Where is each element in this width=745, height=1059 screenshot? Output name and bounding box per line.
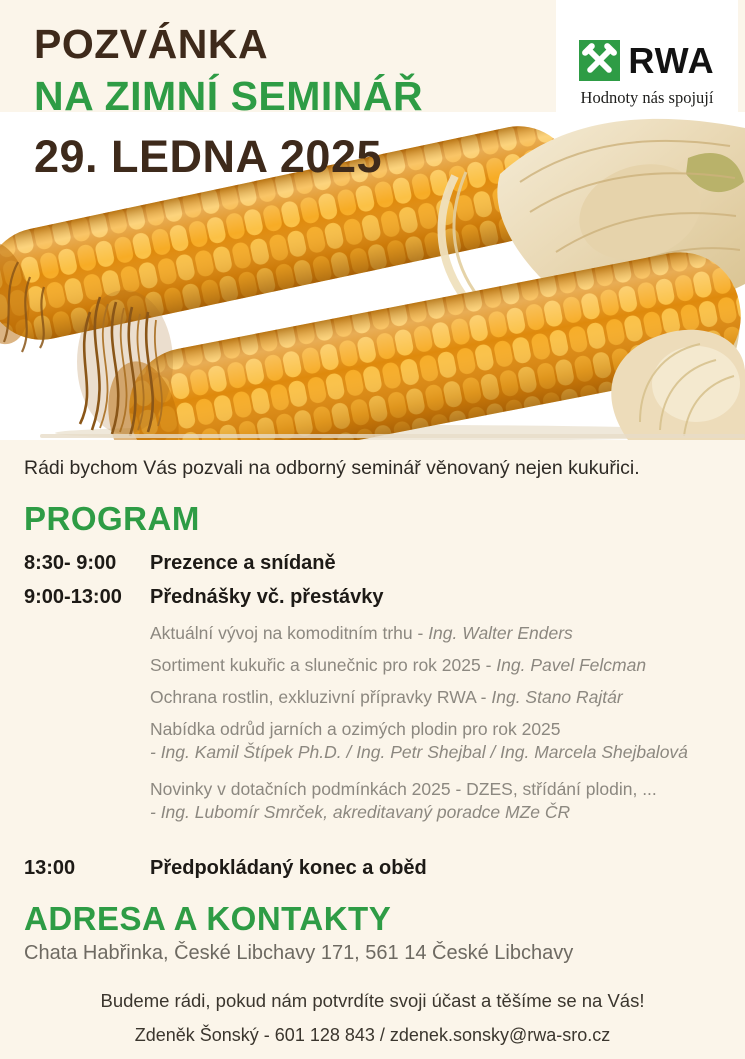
talk-item — [150, 718, 721, 764]
talk-topic: Aktuální vývoj na komoditním trhu - — [150, 623, 424, 643]
poster-title — [34, 21, 424, 190]
talk-topic: Sortiment kukuřic a slunečnic pro rok 2025 - — [150, 655, 492, 675]
poster-body — [0, 440, 745, 1046]
schedule-label: Přednášky vč. přestávky — [150, 586, 384, 608]
talk-item — [150, 778, 721, 824]
intro-text: Rádi bychom Vás pozvali na odborný seminář věnovaný nejen kukuřici. — [24, 457, 640, 479]
schedule-time: 9:00-13:00 — [24, 586, 122, 608]
schedule-time: 13:00 — [24, 857, 76, 879]
talk-topic: Novinky v dotačních podmínkách 2025 - DZES, střídání plodin, ... — [150, 779, 657, 799]
contact-person: Zdeněk Šonský - 601 128 843 / zdenek.sonsky@rwa-sro.cz — [134, 1025, 611, 1045]
title-line-2: NA ZIMNÍ SEMINÁŘ — [34, 73, 424, 119]
talk-item — [150, 686, 721, 709]
program-heading: PROGRAM — [24, 500, 200, 537]
schedule-row — [24, 857, 721, 880]
talk-item — [150, 622, 721, 645]
rwa-tagline: Hodnoty nás spojují — [580, 88, 714, 107]
schedule-label: Prezence a snídaně — [150, 552, 336, 574]
title-line-3-date: 29. LEDNA 2025 — [34, 131, 382, 182]
talk-topic: Ochrana rostlin, exkluzivní přípravky RWA - — [150, 687, 487, 707]
gable-cross-icon — [579, 40, 620, 81]
title-line-1: POZVÁNKA — [34, 21, 269, 67]
schedule-time: 8:30- 9:00 — [24, 552, 117, 574]
schedule-row — [24, 552, 721, 575]
venue-address: Chata Habřinka, České Libchavy 171, 561 14 České Libchavy — [24, 942, 574, 964]
talk-speaker: Ing. Stano Rajtár — [491, 687, 623, 707]
schedule-row — [24, 586, 721, 609]
talk-speaker: Ing. Pavel Felcman — [496, 655, 647, 675]
rsvp-text: Budeme rádi, pokud nám potvrdíte svoji účast a těšíme se na Vás! — [100, 990, 645, 1011]
rwa-brand-text: RWA — [628, 39, 715, 81]
talk-speaker: - Ing. Lubomír Smrček, akreditavaný poradce MZe ČR — [150, 802, 571, 822]
talk-topic: Nabídka odrůd jarních a ozimých plodin pro rok 2025 — [150, 719, 561, 739]
contact-heading: ADRESA A KONTAKTY — [24, 900, 392, 937]
rwa-logo — [556, 0, 738, 113]
talk-speaker: Ing. Walter Enders — [428, 623, 573, 643]
schedule-label: Předpokládaný konec a oběd — [150, 857, 427, 879]
talk-speaker: - Ing. Kamil Štípek Ph.D. / Ing. Petr Shejbal / Ing. Marcela Shejbalová — [150, 742, 688, 762]
talk-item — [150, 654, 721, 677]
talk-list — [150, 622, 721, 824]
